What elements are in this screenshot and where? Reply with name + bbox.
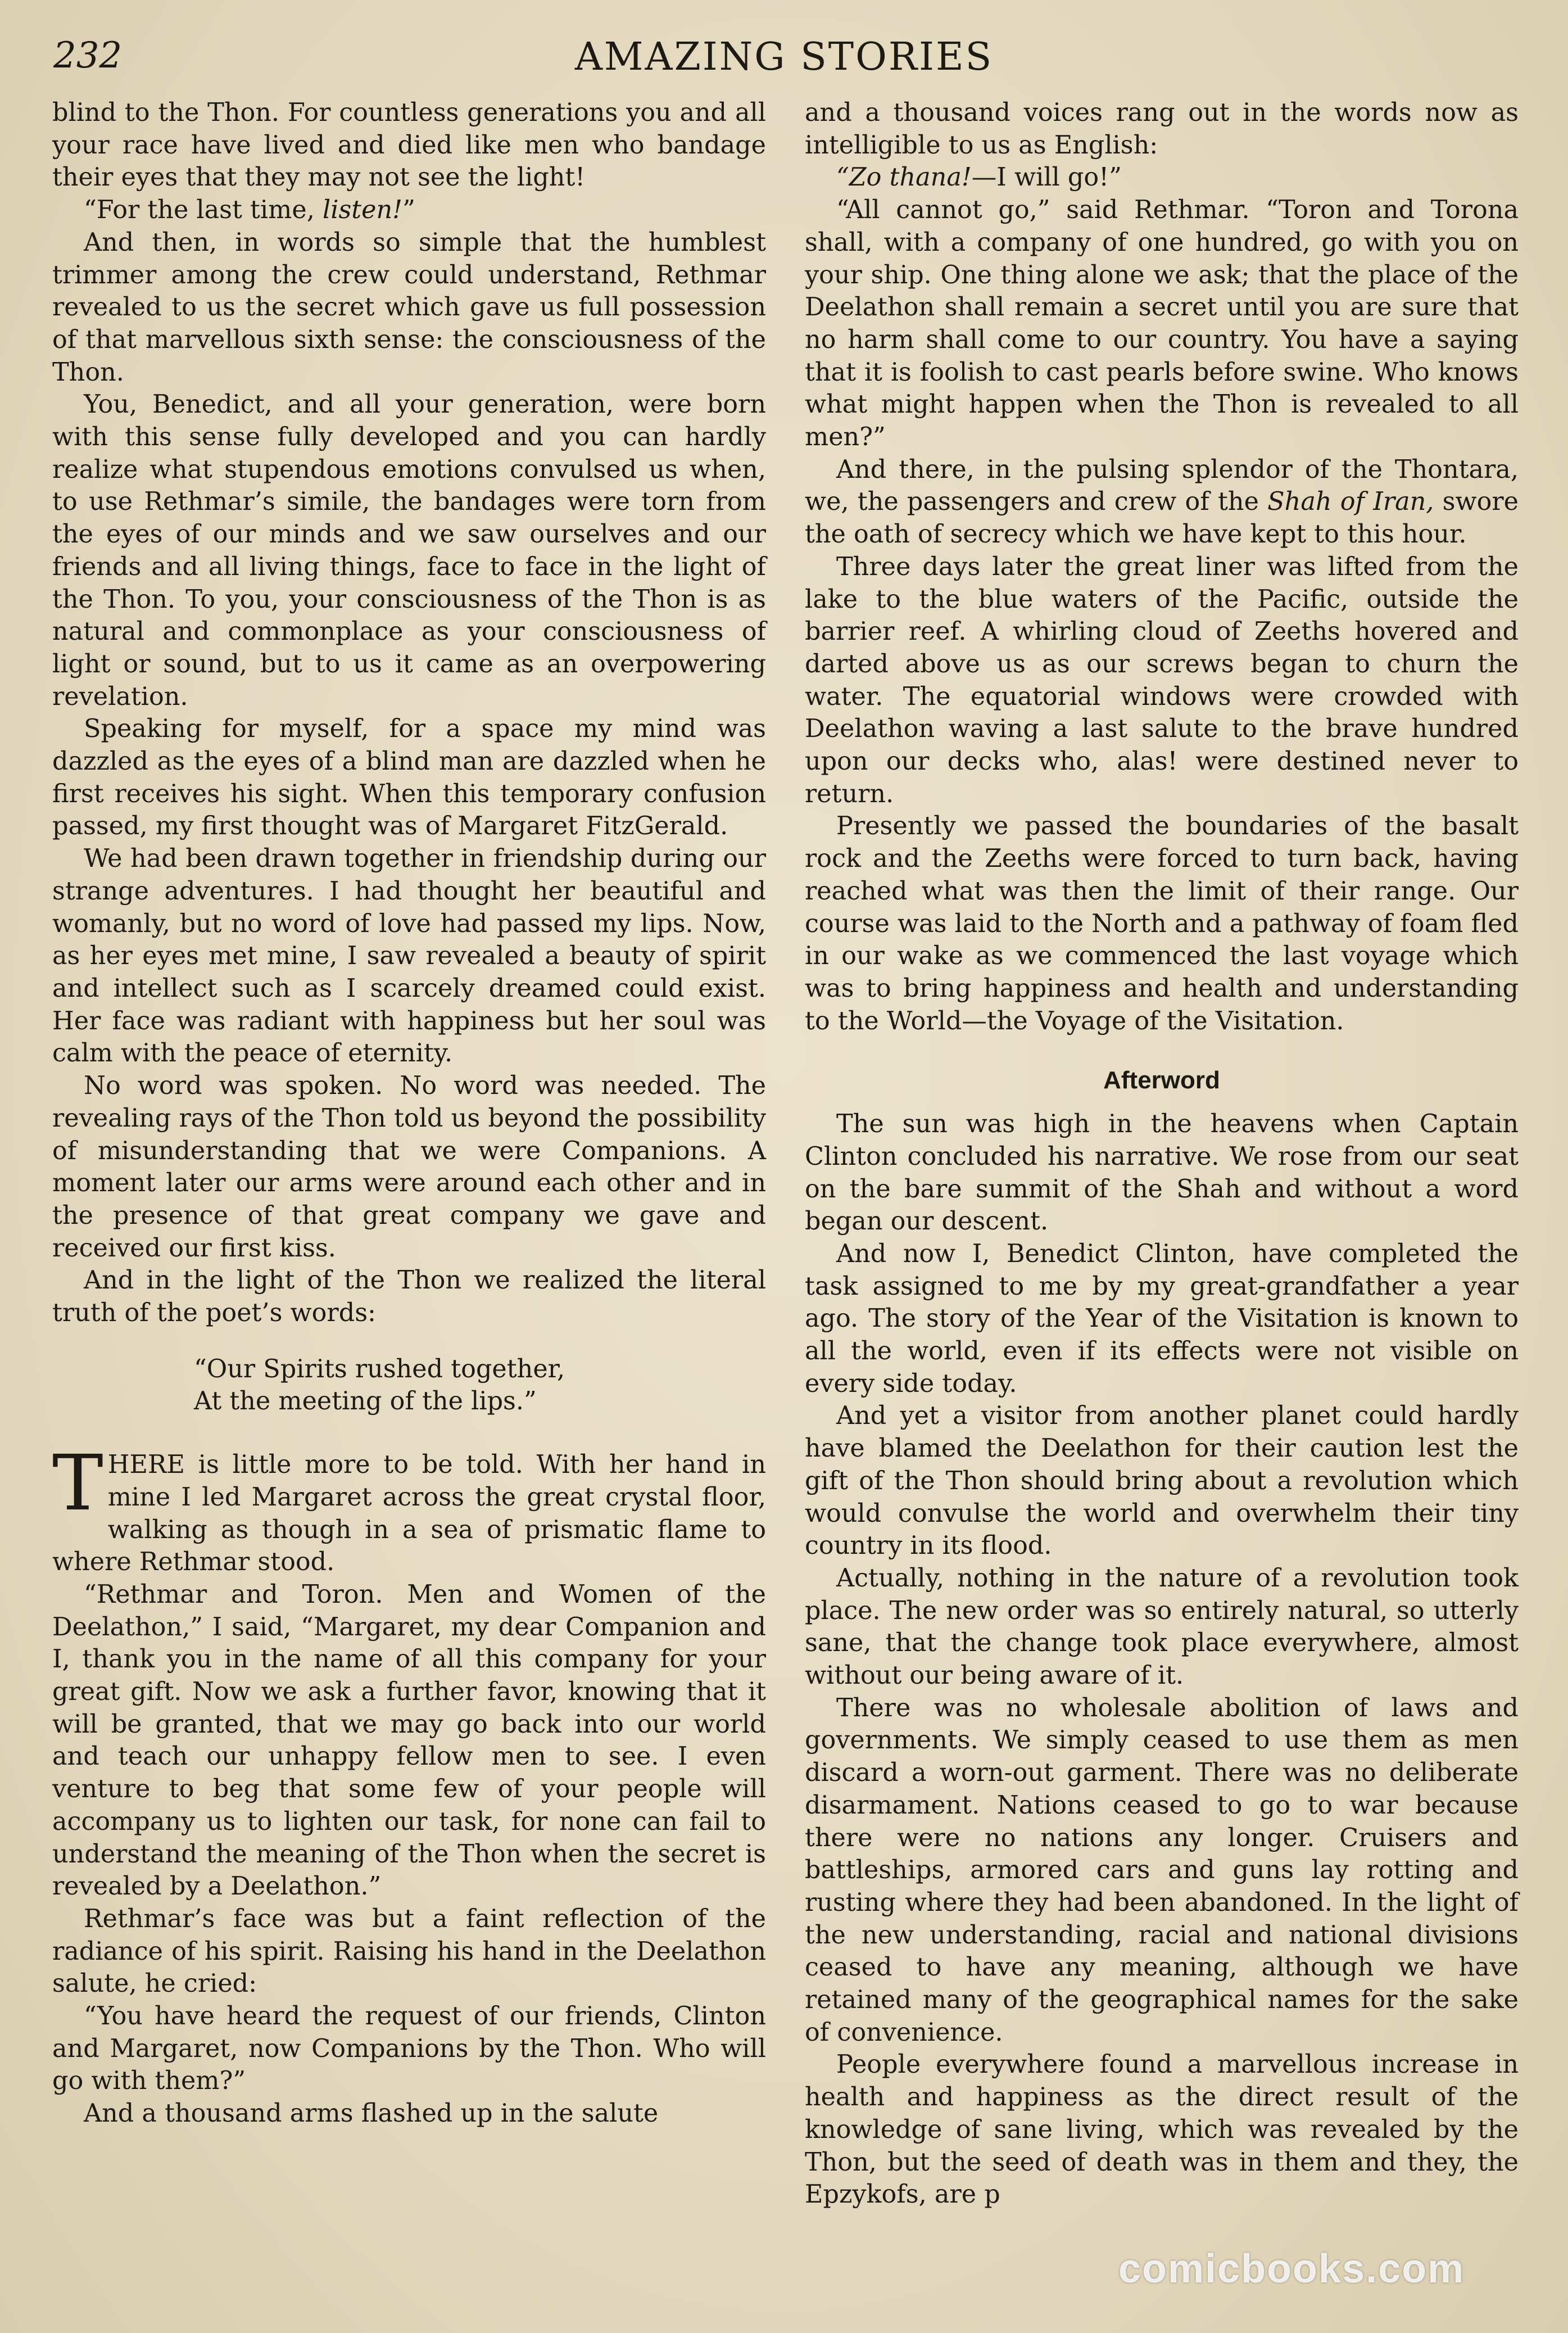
paragraph	[805, 454, 1519, 551]
paragraph: Rethmar’s face was but a faint reflection of the radiance of his spirit. Raising his hand in the Deelathon salute, he cried:	[52, 1904, 766, 1999]
paragraph: “Rethmar and Toron. Men and Women of the Deelathon,” I said, “Margaret, my dear Companion and I, thank you in the name of all this company for your great gift. Now we ask a further favor, knowing that it will be granted, that we may go back into our world and teach our unhappy fellow men to see. I even venture to beg that some few of your people will accompany us to lighten our task, for none can fail to understand the meaning of the Thon when the secret is revealed by a Deelathon.”	[52, 1580, 766, 1901]
verse-line: At the meeting of the lips.”	[194, 1387, 537, 1416]
text-run: HERE is little more to be told. With her hand in mine I led Margaret across the great crystal floor, walking as though in a sea of prismatic flame to where Rethmar stood.	[52, 1450, 766, 1577]
page-header	[53, 35, 1515, 85]
paragraph: And now I, Benedict Clinton, have completed the task assigned to me by my great-grandfather a year ago. The story of the Year of the Visitation is known to all the world, even if its effects were not visible on every side today.	[805, 1239, 1519, 1398]
paragraph	[52, 194, 766, 227]
left-column	[52, 97, 766, 2130]
paragraph: And a thousand arms flashed up in the salute	[84, 2099, 659, 2128]
paragraph: and a thousand voices rang out in the words now as intelligible to us as English:	[805, 98, 1519, 160]
paragraph: You, Benedict, and all your generation, were born with this sense fully developed and you can hardly realize what stupendous emotions convulsed us when, to use Rethmar’s simile, the bandages were torn from the eyes of our minds and we saw ourselves and our friends and all living things, face to face in the light of the Thon. To you, your consciousness of the Thon is as natural and commonplace as your consciousness of light or sound, but to us it came as an overpowering revelation.	[52, 390, 766, 711]
paragraph: “All cannot go,” said Rethmar. “Toron and Torona shall, with a company of one hundred, go with you on your ship. One thing alone we ask; that the place of the Deelathon shall remain a secret until you are sure that no harm shall come to our country. You have a saying that it is foolish to cast pearls before swine. Who knows what might happen when the Thon is revealed to all men?”	[805, 196, 1519, 452]
watermark: comicbooks.com	[1118, 2246, 1465, 2291]
paragraph	[805, 161, 1519, 194]
section-heading: Afterword	[1103, 1066, 1220, 1095]
paragraph: There was no wholesale abolition of laws and governments. We simply ceased to use them as men discard a worn-out garment. There was no deliberate disarmament. Nations ceased to go to war because there were no nations any longer. Cruisers and battleships, armored cars and guns lay rotting and rusting where they had been abandoned. In the light of the new understanding, racial and national divisions ceased to have any meaning, although we have retained many of the geographical names for the sake of convenience.	[805, 1693, 1519, 2047]
text-run: —I will go!”	[971, 163, 1122, 192]
emphasis: Shah of Iran,	[1267, 487, 1434, 517]
emphasis: listen!	[323, 196, 403, 225]
page-number: 232	[53, 35, 123, 76]
paragraph: And in the light of the Thon we realized the literal truth of the poet’s words:	[52, 1266, 766, 1328]
paragraph: “You have heard the request of our friends, Clinton and Margaret, now Companions by the Thon. Who will go with them?”	[52, 2002, 766, 2096]
emphasis: “Zo thana!	[836, 163, 972, 192]
text-run: “For the last time,	[84, 196, 323, 225]
paragraph: Presently we passed the boundaries of the basalt rock and the Zeeths were forced to turn back, having reached what was then the limit of their range. Our course was laid to the North and a pathway of foam fled in our wake as we commenced the last voyage which was to bring happiness and health and understanding to the World—the Voyage of the Visitation.	[805, 812, 1519, 1036]
paragraph: blind to the Thon. For countless generations you and all your race have lived and died like men who bandage their eyes that they may not see the light!	[52, 98, 766, 192]
poem-quote	[52, 1353, 766, 1418]
paragraph: Actually, nothing in the nature of a revolution took place. The new order was so entirely natural, so utterly sane, that the change took place everywhere, almost without our being aware of it.	[805, 1563, 1519, 1690]
running-head: AMAZING STORIES	[574, 35, 994, 79]
paragraph: The sun was high in the heavens when Captain Clinton concluded his narrative. We rose from our seat on the bare summit of the Shah and without a word began our descent.	[805, 1110, 1519, 1236]
drop-cap: T	[52, 1439, 103, 1529]
paragraph: Speaking for myself, for a space my mind was dazzled as the eyes of a blind man are dazzled when he first receives his sight. When this temporary confusion passed, my first thought was of Margaret FitzGerald.	[52, 715, 766, 841]
text-run: ”	[402, 196, 415, 225]
paragraph: And then, in words so simple that the humblest trimmer among the crew could understand, Rethmar revealed to us the secret which gave us full possession of that marvellous sixth sense: the consciousness of the Thon.	[52, 228, 766, 387]
paragraph: People everywhere found a marvellous increase in health and happiness as the direct result of the knowledge of sane living, which was revealed by the Thon, but the seed of death was in them and they, the Epzykofs, are p	[805, 2050, 1519, 2209]
paragraph: No word was spoken. No word was needed. The revealing rays of the Thon told us beyond the possibility of misunderstanding that we were Companions. A moment later our arms were around each other and in the presence of that great company we gave and received our first kiss.	[52, 1071, 766, 1263]
right-column	[805, 97, 1519, 2211]
paragraph: We had been drawn together in friendship during our strange adventures. I had thought her beautiful and womanly, but no word of love had passed my lips. Now, as her eyes met mine, I saw revealed a beauty of spirit and intellect such as I scarcely dreamed could exist. Her face was radiant with happiness but her soul was calm with the peace of eternity.	[52, 844, 766, 1068]
paragraph	[52, 1439, 766, 1579]
text-run: And there, in the pulsing splendor of the Thontara, we, the passengers and crew of the	[805, 455, 1519, 517]
verse-line: “Our Spirits rushed together,	[194, 1354, 565, 1383]
paragraph: Three days later the great liner was lifted from the lake to the blue waters of the Pacific, outside the barrier reef. A whirling cloud of Zeeths hovered and darted above us as our screws began to churn the water. The equatorial windows were crowded with Deelathon waving a last salute to the brave hundred upon our decks who, alas! were destined never to return.	[805, 552, 1519, 808]
text-run: swore the oath of secrecy which we have kept to this hour.	[805, 487, 1519, 549]
paragraph: And yet a visitor from another planet could hardly have blamed the Deelathon for their caution lest the gift of the Thon should bring about a revolution which would convulse the world and overwhelm their tiny country in its flood.	[805, 1401, 1519, 1561]
